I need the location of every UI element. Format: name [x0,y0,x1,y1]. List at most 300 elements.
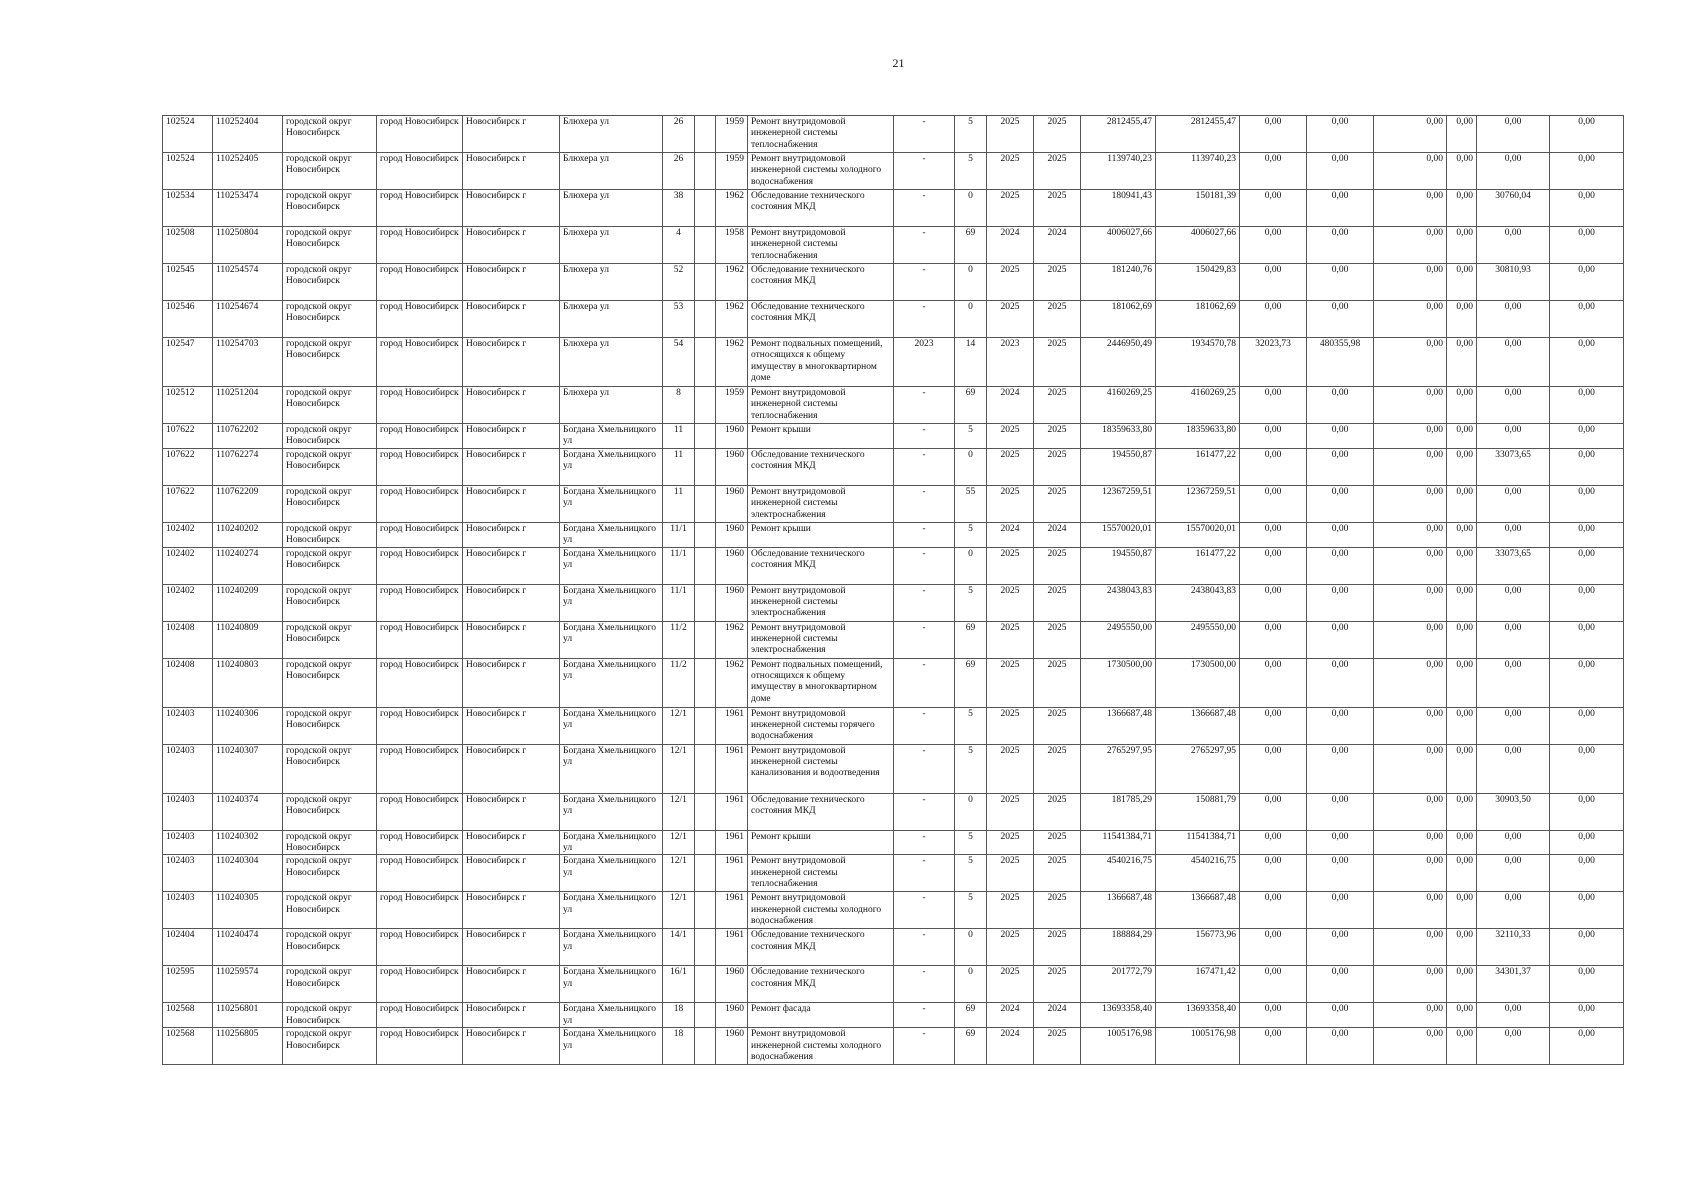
cell-other-source-2: 0,00 [1447,793,1477,830]
cell-year-built: 1959 [716,387,748,424]
cell-house-number: 11/2 [663,621,695,658]
cell-building [695,116,716,153]
cell-work-type: Ремонт внутридомовой инженерной системы теплоснабжения [748,387,894,424]
cell-owners-funds: 0,00 [1307,264,1374,301]
cell-work-type: Ремонт крыши [748,424,894,449]
cell-building [695,892,716,929]
cell-wear-percent: 69 [955,1028,987,1065]
cell-locality: Новосибирск г [463,116,560,153]
cell-other-source-3: 0,00 [1477,855,1550,892]
cell-other-source-4: 0,00 [1550,448,1624,485]
cell-street: Богдана Хмельницкого ул [560,424,663,449]
cell-plan-start-year: 2025 [987,485,1034,522]
cell-locality: Новосибирск г [463,338,560,387]
cell-year-built: 1962 [716,658,748,707]
cell-building [695,547,716,584]
cell-local-budget: 0,00 [1240,424,1307,449]
cell-settlement: город Новосибирск [377,929,463,966]
cell-work-type: Ремонт подвальных помещений, относящихся к общему имуществу в многоквартирном доме [748,338,894,387]
cell-house-id: 102403 [163,855,213,892]
table-row [163,547,1624,584]
cell-street: Богдана Хмельницкого ул [560,448,663,485]
cell-work-id: 110252404 [213,116,283,153]
cell-street: Блюхера ул [560,190,663,227]
cell-other-source-3: 0,00 [1477,387,1550,424]
cell-house-id: 102403 [163,744,213,793]
cell-regional-fund: 150429,83 [1156,264,1240,301]
cell-total-cost: 11541384,71 [1081,830,1156,855]
cell-owners-funds: 0,00 [1307,301,1374,338]
cell-regional-fund: 4006027,66 [1156,227,1240,264]
cell-street: Блюхера ул [560,153,663,190]
cell-last-repair-year: - [894,190,955,227]
cell-plan-start-year: 2025 [987,892,1034,929]
cell-settlement: город Новосибирск [377,190,463,227]
cell-plan-start-year: 2025 [987,116,1034,153]
cell-other-source-2: 0,00 [1447,830,1477,855]
cell-municipal-district: городской округ Новосибирск [283,153,377,190]
cell-municipal-district: городской округ Новосибирск [283,227,377,264]
cell-other-source-3: 0,00 [1477,707,1550,744]
table-row [163,301,1624,338]
cell-other-source-2: 0,00 [1447,1028,1477,1065]
cell-house-id: 107622 [163,448,213,485]
cell-locality: Новосибирск г [463,424,560,449]
cell-owners-funds: 0,00 [1307,1028,1374,1065]
cell-municipal-district: городской округ Новосибирск [283,966,377,1003]
cell-locality: Новосибирск г [463,547,560,584]
cell-other-source-2: 0,00 [1447,1003,1477,1028]
cell-house-number: 11/1 [663,547,695,584]
cell-regional-fund: 4540216,75 [1156,855,1240,892]
cell-other-source-4: 0,00 [1550,227,1624,264]
cell-owners-funds: 0,00 [1307,707,1374,744]
cell-owners-funds: 0,00 [1307,1003,1374,1028]
cell-regional-fund: 1366687,48 [1156,892,1240,929]
cell-owners-funds: 0,00 [1307,190,1374,227]
cell-work-id: 110251204 [213,387,283,424]
cell-wear-percent: 69 [955,1003,987,1028]
cell-other-source-2: 0,00 [1447,707,1477,744]
cell-building [695,485,716,522]
cell-settlement: город Новосибирск [377,744,463,793]
cell-other-source-2: 0,00 [1447,387,1477,424]
cell-last-repair-year: - [894,793,955,830]
cell-local-budget: 0,00 [1240,929,1307,966]
cell-plan-end-year: 2025 [1034,424,1081,449]
cell-house-id: 102508 [163,227,213,264]
cell-house-id: 102408 [163,658,213,707]
cell-locality: Новосибирск г [463,1028,560,1065]
cell-municipal-district: городской округ Новосибирск [283,584,377,621]
cell-settlement: город Новосибирск [377,584,463,621]
cell-last-repair-year: - [894,966,955,1003]
cell-settlement: город Новосибирск [377,424,463,449]
cell-wear-percent: 0 [955,448,987,485]
cell-total-cost: 15570020,01 [1081,522,1156,547]
cell-other-source-2: 0,00 [1447,264,1477,301]
cell-building [695,424,716,449]
cell-work-type: Обследование технического состояния МКД [748,547,894,584]
cell-municipal-district: городской округ Новосибирск [283,707,377,744]
page-number: 21 [892,56,905,70]
cell-building [695,1003,716,1028]
cell-building [695,707,716,744]
cell-last-repair-year: - [894,707,955,744]
cell-regional-fund: 156773,96 [1156,929,1240,966]
cell-municipal-district: городской округ Новосибирск [283,793,377,830]
cell-year-built: 1960 [716,1003,748,1028]
cell-other-source-1: 0,00 [1374,584,1447,621]
cell-house-number: 4 [663,227,695,264]
cell-street: Блюхера ул [560,264,663,301]
cell-last-repair-year: 2023 [894,338,955,387]
cell-other-source-2: 0,00 [1447,448,1477,485]
cell-year-built: 1960 [716,1028,748,1065]
table-row [163,793,1624,830]
cell-last-repair-year: - [894,264,955,301]
cell-wear-percent: 0 [955,793,987,830]
cell-house-number: 12/1 [663,744,695,793]
cell-regional-fund: 12367259,51 [1156,485,1240,522]
cell-total-cost: 2446950,49 [1081,338,1156,387]
cell-regional-fund: 13693358,40 [1156,1003,1240,1028]
cell-other-source-4: 0,00 [1550,522,1624,547]
cell-locality: Новосибирск г [463,485,560,522]
cell-house-number: 38 [663,190,695,227]
cell-work-type: Ремонт крыши [748,522,894,547]
cell-local-budget: 0,00 [1240,448,1307,485]
cell-other-source-4: 0,00 [1550,1003,1624,1028]
cell-owners-funds: 0,00 [1307,621,1374,658]
cell-other-source-3: 0,00 [1477,227,1550,264]
cell-municipal-district: городской округ Новосибирск [283,830,377,855]
cell-house-id: 102402 [163,547,213,584]
cell-work-type: Ремонт внутридомовой инженерной системы холодного водоснабжения [748,892,894,929]
cell-settlement: город Новосибирск [377,621,463,658]
cell-last-repair-year: - [894,424,955,449]
cell-other-source-2: 0,00 [1447,116,1477,153]
cell-municipal-district: городской округ Новосибирск [283,301,377,338]
cell-house-number: 11/1 [663,584,695,621]
cell-house-id: 102402 [163,584,213,621]
cell-house-id: 102403 [163,830,213,855]
cell-other-source-3: 0,00 [1477,116,1550,153]
cell-regional-fund: 1005176,98 [1156,1028,1240,1065]
cell-settlement: город Новосибирск [377,485,463,522]
cell-work-type: Обследование технического состояния МКД [748,264,894,301]
cell-owners-funds: 0,00 [1307,153,1374,190]
cell-work-id: 110253474 [213,190,283,227]
cell-local-budget: 0,00 [1240,658,1307,707]
cell-year-built: 1962 [716,621,748,658]
cell-house-id: 102524 [163,153,213,190]
cell-plan-end-year: 2025 [1034,621,1081,658]
cell-street: Богдана Хмельницкого ул [560,547,663,584]
cell-regional-fund: 2765297,95 [1156,744,1240,793]
cell-owners-funds: 0,00 [1307,929,1374,966]
cell-work-type: Ремонт внутридомовой инженерной системы электроснабжения [748,621,894,658]
cell-owners-funds: 0,00 [1307,658,1374,707]
cell-other-source-1: 0,00 [1374,855,1447,892]
cell-owners-funds: 0,00 [1307,793,1374,830]
cell-wear-percent: 69 [955,658,987,707]
cell-other-source-3: 0,00 [1477,584,1550,621]
cell-settlement: город Новосибирск [377,707,463,744]
cell-settlement: город Новосибирск [377,658,463,707]
cell-other-source-1: 0,00 [1374,301,1447,338]
cell-work-id: 110240304 [213,855,283,892]
cell-other-source-2: 0,00 [1447,547,1477,584]
cell-other-source-2: 0,00 [1447,485,1477,522]
cell-plan-end-year: 2025 [1034,929,1081,966]
cell-municipal-district: городской округ Новосибирск [283,892,377,929]
table-row [163,116,1624,153]
cell-year-built: 1961 [716,892,748,929]
table-row [163,153,1624,190]
cell-street: Богдана Хмельницкого ул [560,855,663,892]
cell-other-source-4: 0,00 [1550,547,1624,584]
cell-year-built: 1962 [716,264,748,301]
cell-work-type: Ремонт фасада [748,1003,894,1028]
cell-regional-fund: 167471,42 [1156,966,1240,1003]
cell-locality: Новосибирск г [463,301,560,338]
cell-work-type: Ремонт внутридомовой инженерной системы холодного водоснабжения [748,1028,894,1065]
cell-work-id: 110762209 [213,485,283,522]
cell-total-cost: 2495550,00 [1081,621,1156,658]
cell-total-cost: 2765297,95 [1081,744,1156,793]
cell-building [695,522,716,547]
cell-other-source-2: 0,00 [1447,855,1477,892]
cell-house-id: 107622 [163,485,213,522]
cell-street: Богдана Хмельницкого ул [560,522,663,547]
cell-municipal-district: городской округ Новосибирск [283,855,377,892]
cell-settlement: город Новосибирск [377,264,463,301]
cell-other-source-4: 0,00 [1550,793,1624,830]
cell-plan-start-year: 2025 [987,584,1034,621]
cell-street: Богдана Хмельницкого ул [560,621,663,658]
cell-other-source-2: 0,00 [1447,227,1477,264]
cell-plan-end-year: 2025 [1034,744,1081,793]
cell-other-source-2: 0,00 [1447,658,1477,707]
cell-wear-percent: 5 [955,153,987,190]
cell-settlement: город Новосибирск [377,966,463,1003]
cell-plan-start-year: 2025 [987,830,1034,855]
cell-plan-start-year: 2025 [987,424,1034,449]
cell-other-source-2: 0,00 [1447,892,1477,929]
table-row [163,658,1624,707]
cell-regional-fund: 181062,69 [1156,301,1240,338]
cell-house-id: 102403 [163,793,213,830]
cell-regional-fund: 1366687,48 [1156,707,1240,744]
cell-work-id: 110762202 [213,424,283,449]
cell-locality: Новосибирск г [463,387,560,424]
cell-other-source-1: 0,00 [1374,744,1447,793]
cell-other-source-4: 0,00 [1550,830,1624,855]
cell-plan-end-year: 2025 [1034,338,1081,387]
cell-other-source-3: 33073,65 [1477,448,1550,485]
cell-plan-end-year: 2025 [1034,387,1081,424]
cell-house-id: 102545 [163,264,213,301]
cell-municipal-district: городской округ Новосибирск [283,448,377,485]
cell-street: Блюхера ул [560,338,663,387]
cell-wear-percent: 55 [955,485,987,522]
cell-settlement: город Новосибирск [377,301,463,338]
cell-local-budget: 0,00 [1240,855,1307,892]
cell-other-source-3: 0,00 [1477,485,1550,522]
cell-house-id: 107622 [163,424,213,449]
cell-owners-funds: 0,00 [1307,744,1374,793]
table-row [163,522,1624,547]
cell-year-built: 1962 [716,338,748,387]
cell-other-source-1: 0,00 [1374,966,1447,1003]
cell-year-built: 1961 [716,744,748,793]
table-row [163,744,1624,793]
cell-plan-start-year: 2025 [987,658,1034,707]
cell-other-source-4: 0,00 [1550,485,1624,522]
table-row [163,190,1624,227]
cell-other-source-1: 0,00 [1374,522,1447,547]
cell-street: Богдана Хмельницкого ул [560,1003,663,1028]
cell-municipal-district: городской округ Новосибирск [283,387,377,424]
cell-plan-start-year: 2025 [987,621,1034,658]
cell-building [695,830,716,855]
cell-plan-end-year: 2024 [1034,227,1081,264]
cell-house-number: 12/1 [663,892,695,929]
cell-total-cost: 201772,79 [1081,966,1156,1003]
cell-work-id: 110259574 [213,966,283,1003]
cell-local-budget: 0,00 [1240,830,1307,855]
cell-settlement: город Новосибирск [377,227,463,264]
cell-other-source-2: 0,00 [1447,190,1477,227]
cell-work-id: 110254674 [213,301,283,338]
cell-plan-end-year: 2025 [1034,892,1081,929]
cell-plan-end-year: 2025 [1034,584,1081,621]
cell-other-source-4: 0,00 [1550,584,1624,621]
cell-year-built: 1959 [716,116,748,153]
cell-street: Богдана Хмельницкого ул [560,707,663,744]
cell-owners-funds: 480355,98 [1307,338,1374,387]
cell-other-source-1: 0,00 [1374,387,1447,424]
table-row [163,387,1624,424]
table-row [163,1028,1624,1065]
cell-last-repair-year: - [894,1028,955,1065]
cell-work-id: 110762274 [213,448,283,485]
cell-total-cost: 181240,76 [1081,264,1156,301]
cell-regional-fund: 11541384,71 [1156,830,1240,855]
cell-year-built: 1960 [716,966,748,1003]
cell-house-id: 102402 [163,522,213,547]
cell-locality: Новосибирск г [463,153,560,190]
table-row [163,855,1624,892]
cell-municipal-district: городской округ Новосибирск [283,1003,377,1028]
cell-street: Блюхера ул [560,116,663,153]
cell-municipal-district: городской округ Новосибирск [283,485,377,522]
cell-building [695,929,716,966]
cell-regional-fund: 1934570,78 [1156,338,1240,387]
table-row [163,264,1624,301]
cell-other-source-2: 0,00 [1447,584,1477,621]
cell-regional-fund: 15570020,01 [1156,522,1240,547]
cell-year-built: 1961 [716,830,748,855]
cell-locality: Новосибирск г [463,448,560,485]
cell-work-type: Обследование технического состояния МКД [748,929,894,966]
cell-owners-funds: 0,00 [1307,892,1374,929]
cell-plan-start-year: 2025 [987,301,1034,338]
cell-wear-percent: 5 [955,707,987,744]
cell-plan-end-year: 2024 [1034,522,1081,547]
cell-other-source-1: 0,00 [1374,547,1447,584]
cell-municipal-district: городской округ Новосибирск [283,547,377,584]
cell-other-source-2: 0,00 [1447,153,1477,190]
cell-wear-percent: 5 [955,424,987,449]
cell-house-number: 26 [663,116,695,153]
cell-street: Блюхера ул [560,227,663,264]
cell-owners-funds: 0,00 [1307,830,1374,855]
cell-wear-percent: 5 [955,744,987,793]
cell-other-source-3: 30760,04 [1477,190,1550,227]
cell-local-budget: 0,00 [1240,966,1307,1003]
cell-other-source-1: 0,00 [1374,621,1447,658]
cell-work-type: Ремонт внутридомовой инженерной системы теплоснабжения [748,116,894,153]
cell-local-budget: 0,00 [1240,264,1307,301]
cell-settlement: город Новосибирск [377,522,463,547]
works-table-wrapper [162,115,1624,1065]
cell-other-source-4: 0,00 [1550,116,1624,153]
cell-other-source-2: 0,00 [1447,621,1477,658]
cell-last-repair-year: - [894,744,955,793]
cell-work-id: 110252405 [213,153,283,190]
cell-total-cost: 188884,29 [1081,929,1156,966]
cell-building [695,227,716,264]
cell-municipal-district: городской округ Новосибирск [283,1028,377,1065]
cell-wear-percent: 5 [955,892,987,929]
cell-last-repair-year: - [894,1003,955,1028]
cell-plan-start-year: 2025 [987,264,1034,301]
cell-plan-end-year: 2025 [1034,301,1081,338]
cell-local-budget: 0,00 [1240,153,1307,190]
cell-settlement: город Новосибирск [377,830,463,855]
cell-last-repair-year: - [894,892,955,929]
cell-work-id: 110240302 [213,830,283,855]
cell-other-source-1: 0,00 [1374,707,1447,744]
cell-other-source-3: 0,00 [1477,522,1550,547]
cell-house-id: 102595 [163,966,213,1003]
cell-building [695,744,716,793]
cell-building [695,153,716,190]
cell-plan-end-year: 2025 [1034,116,1081,153]
cell-other-source-1: 0,00 [1374,929,1447,966]
cell-other-source-4: 0,00 [1550,387,1624,424]
cell-house-number: 11 [663,485,695,522]
cell-last-repair-year: - [894,522,955,547]
cell-plan-start-year: 2025 [987,744,1034,793]
cell-work-id: 110250804 [213,227,283,264]
cell-total-cost: 2812455,47 [1081,116,1156,153]
cell-owners-funds: 0,00 [1307,387,1374,424]
cell-owners-funds: 0,00 [1307,855,1374,892]
cell-house-id: 102512 [163,387,213,424]
cell-municipal-district: городской округ Новосибирск [283,658,377,707]
cell-plan-start-year: 2025 [987,547,1034,584]
cell-locality: Новосибирск г [463,966,560,1003]
cell-work-id: 110240307 [213,744,283,793]
cell-local-budget: 0,00 [1240,1003,1307,1028]
cell-work-id: 110240202 [213,522,283,547]
cell-wear-percent: 5 [955,116,987,153]
cell-house-number: 12/1 [663,830,695,855]
table-row [163,707,1624,744]
